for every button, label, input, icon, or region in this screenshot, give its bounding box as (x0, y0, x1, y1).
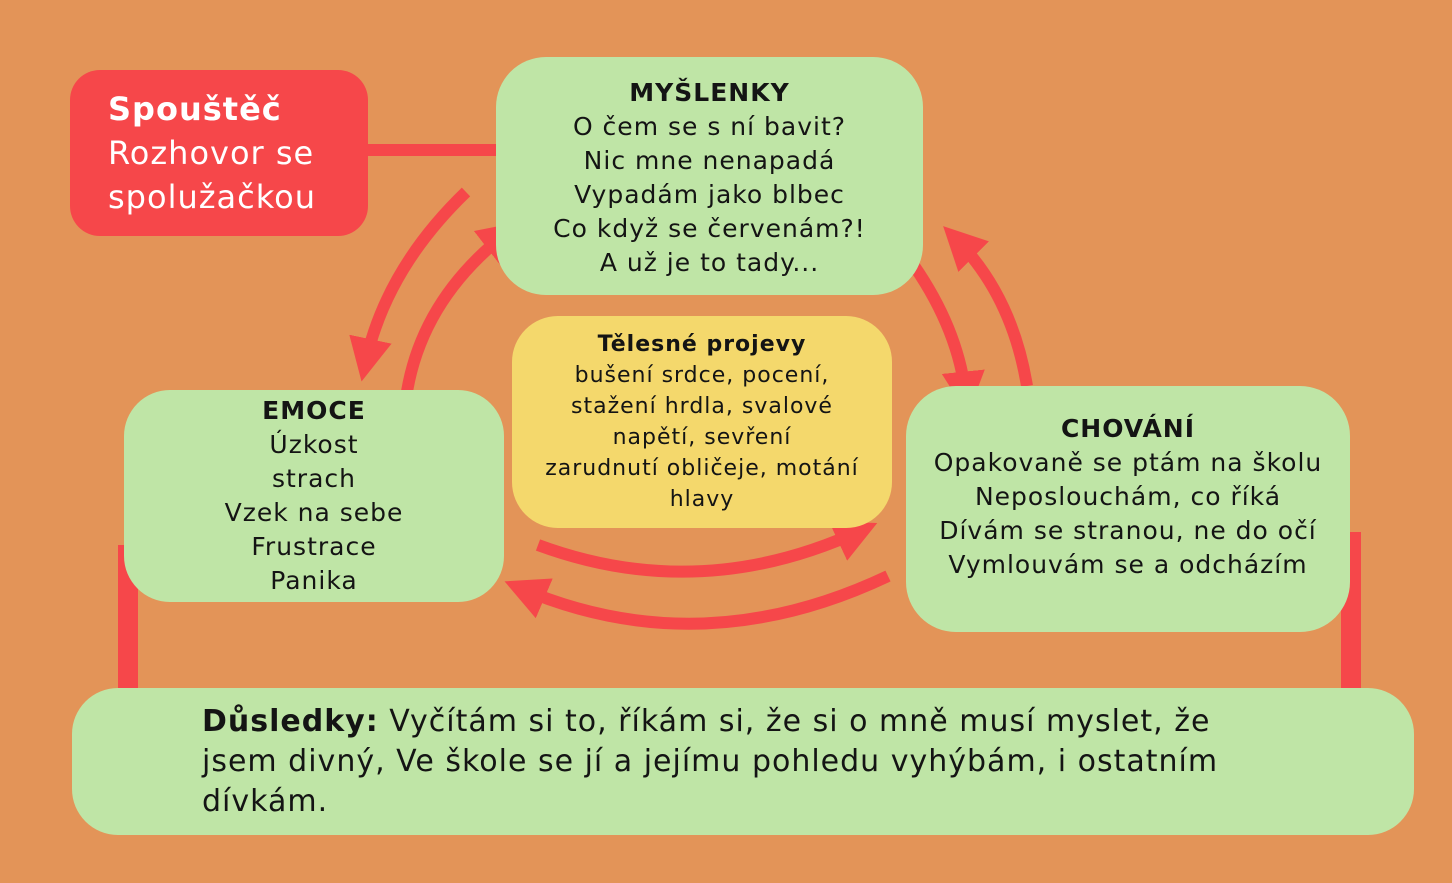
thoughts-line: Co když se červenám?! (553, 214, 866, 243)
consequences-label: Důsledky: (202, 703, 379, 739)
body-signs-box (512, 316, 892, 528)
thoughts-line: Vypadám jako blbec (574, 180, 845, 209)
consequences-text-block (202, 702, 1264, 822)
thoughts-line: O čem se s ní bavit? (572, 112, 847, 141)
thoughts-title: MYŠLENKY (629, 78, 790, 107)
trigger-line: Rozhovor se (108, 134, 315, 172)
behavior-box (906, 386, 1350, 632)
emotions-line: Panika (270, 566, 358, 595)
trigger-title: Spouštěč (108, 90, 282, 128)
arrow-thoughts-to-emotions (365, 192, 466, 365)
behavior-line: Opakovaně se ptám na školu (933, 448, 1323, 477)
thoughts-line: Nic mne nenapadá (583, 146, 836, 175)
emotions-line: Vzek na sebe (224, 498, 404, 527)
body-signs-line: zarudnutí obličeje, motání (545, 456, 859, 481)
consequences-text: Vyčítám si to, říkám si, že si o mně musí myslet, že jsem divný, Ve škole se jí a jejímu pohledu vyhýbám, i ostatním dívkám. (202, 703, 1219, 819)
emotions-line: Úzkost (269, 430, 359, 459)
emotions-line: Frustrace (251, 532, 377, 561)
arrow-behavior-to-emotions (520, 576, 888, 624)
body-signs-title: Tělesné projevy (597, 332, 807, 357)
thoughts-line: A už je to tady... (599, 248, 820, 277)
body-signs-line: hlavy (669, 487, 735, 512)
body-signs-line: stažení hrdla, svalové (571, 394, 833, 419)
trigger-box (70, 70, 368, 236)
body-signs-line: napětí, sevření (612, 425, 792, 450)
behavior-title: CHOVÁNÍ (1060, 414, 1196, 443)
emotions-line: strach (271, 464, 356, 493)
trigger-line: spolužačkou (108, 178, 316, 216)
arrow-emotions-to-thoughts (406, 232, 508, 398)
arrow-behavior-to-thoughts (955, 238, 1027, 386)
behavior-line: Dívám se stranou, ne do očí (939, 516, 1317, 545)
behavior-line: Vymlouvám se a odcházím (948, 550, 1308, 579)
arrow-emotions-to-behavior (538, 530, 862, 572)
emotions-box (124, 390, 504, 602)
body-signs-line: bušení srdce, pocení, (574, 363, 830, 388)
behavior-line: Neposlouchám, co říká (974, 482, 1282, 511)
thoughts-box (496, 57, 923, 295)
emotions-title: EMOCE (262, 396, 366, 425)
consequences-box (72, 688, 1414, 835)
